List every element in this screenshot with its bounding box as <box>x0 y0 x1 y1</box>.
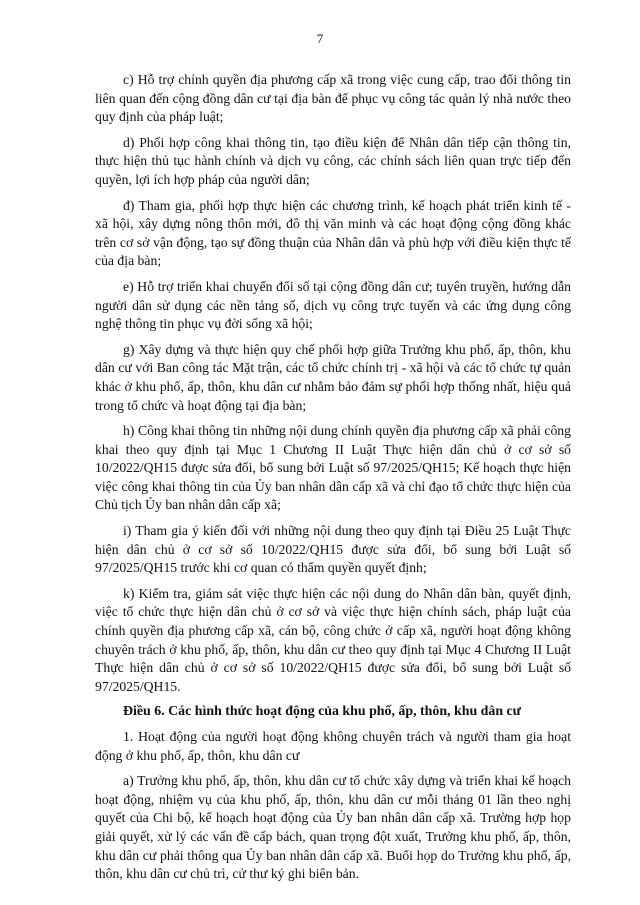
article-paragraph-1a: a) Trưởng khu phố, ấp, thôn, khu dân cư tổ chức xây dựng và triển khai kế hoạch hoạt động, nhiệm vụ của khu phố, ấp, thôn, khu dân cư mỗi tháng 01 lần theo nghị quyết của Chi bộ, kế hoạch hoạt động của Ủy ban nhân dân cấp xã. Trường hợp họp giải quyết, xử lý các vấn đề cấp bách, quan trọng đột xuất, Trưởng khu phố, ấp, thôn, khu dân cư phải thông qua Ủy ban nhân dân cấp xã. Buổi họp do Trưởng khu phố, ấp, thôn, khu dân cư chủ trì, cử thư ký ghi biên bản. <box>95 773 571 882</box>
article-heading: Điều 6. Các hình thức hoạt động của khu phố, ấp, thôn, khu dân cư <box>123 704 522 720</box>
list-item-c: c) Hỗ trợ chính quyền địa phương cấp xã trong việc cung cấp, trao đổi thông tin liên quan đến cộng đồng dân cư tại địa bàn để phục vụ công tác quản lý nhà nước theo quy định của pháp luật; <box>95 72 571 125</box>
document-body <box>95 71 571 891</box>
list-item-h: h) Công khai thông tin những nội dung chính quyền địa phương cấp xã phải công khai theo quy định tại Mục 1 Chương II Luật Thực hiện dân chủ ở cơ sở số 10/2022/QH15 được sửa đổi, bổ sung bởi Luật số 97/2025/QH15; Kế hoạch thực hiện việc công khai thông tin của Ủy ban nhân dân cấp xã và chỉ đạo tổ chức thực hiện của Chủ tịch Ủy ban nhân dân cấp xã; <box>95 423 571 513</box>
list-item-i: i) Tham gia ý kiến đối với những nội dung theo quy định tại Điều 25 Luật Thực hiện dân chủ ở cơ sở số 10/2022/QH15 được sửa đổi, bổ sung bởi Luật số 97/2025/QH15 trước khi cơ quan có thẩm quyền quyết định; <box>95 523 571 576</box>
list-item-e: e) Hỗ trợ triển khai chuyển đổi số tại cộng đồng dân cư; tuyên truyền, hướng dẫn người dân sử dụng các nền tảng số, dịch vụ công trực tuyến và các ứng dụng công nghệ thông tin phục vụ đời sống xã hội; <box>95 278 571 332</box>
page-number: 7 <box>316 31 324 46</box>
list-item-k: k) Kiểm tra, giám sát việc thực hiện các nội dung do Nhân dân bàn, quyết định, việc tổ chức thực hiện dân chủ ở cơ sở và việc thực hiện chính sách, pháp luật của chính quyền địa phương cấp xã, cán bộ, công chức ở cấp xã, người hoạt động không chuyên trách ở khu phố, ấp, thôn, khu dân cư theo quy định tại Mục 4 Chương II Luật Thực hiện dân chủ ở cơ sở số 10/2022/QH15 được sửa đổi, bổ sung bởi Luật số 97/2025/QH15. <box>95 585 571 694</box>
list-item-d: d) Phối hợp công khai thông tin, tạo điều kiện để Nhân dân tiếp cận thông tin, thực hiện thủ tục hành chính và dịch vụ công, các chính sách liên quan trực tiếp đến quyền, lợi ích hợp pháp của người dân; <box>95 134 571 187</box>
list-item-g: g) Xây dựng và thực hiện quy chế phối hợp giữa Trưởng khu phố, ấp, thôn, khu dân cư với Ban công tác Mặt trận, các tổ chức chính trị - xã hội và các tổ chức tự quản khác ở khu phố, ấp, thôn, khu dân cư nhằm bảo đảm sự phối hợp thống nhất, hiệu quả trong tổ chức và hoạt động tại địa bàn; <box>95 341 571 413</box>
list-item-dd: đ) Tham gia, phối hợp thực hiện các chương trình, kế hoạch phát triển kinh tế - xã hội, xây dựng nông thôn mới, đô thị văn minh và các hoạt động cộng đồng khác trên cơ sở vận động, tạo sự đồng thuận của Nhân dân và phù hợp với điều kiện thực tế của địa bàn; <box>95 197 571 269</box>
article-paragraph-1: 1. Hoạt động của người hoạt động không chuyên trách và người tham gia hoạt động ở khu phố, ấp, thôn, khu dân cư <box>95 729 571 763</box>
